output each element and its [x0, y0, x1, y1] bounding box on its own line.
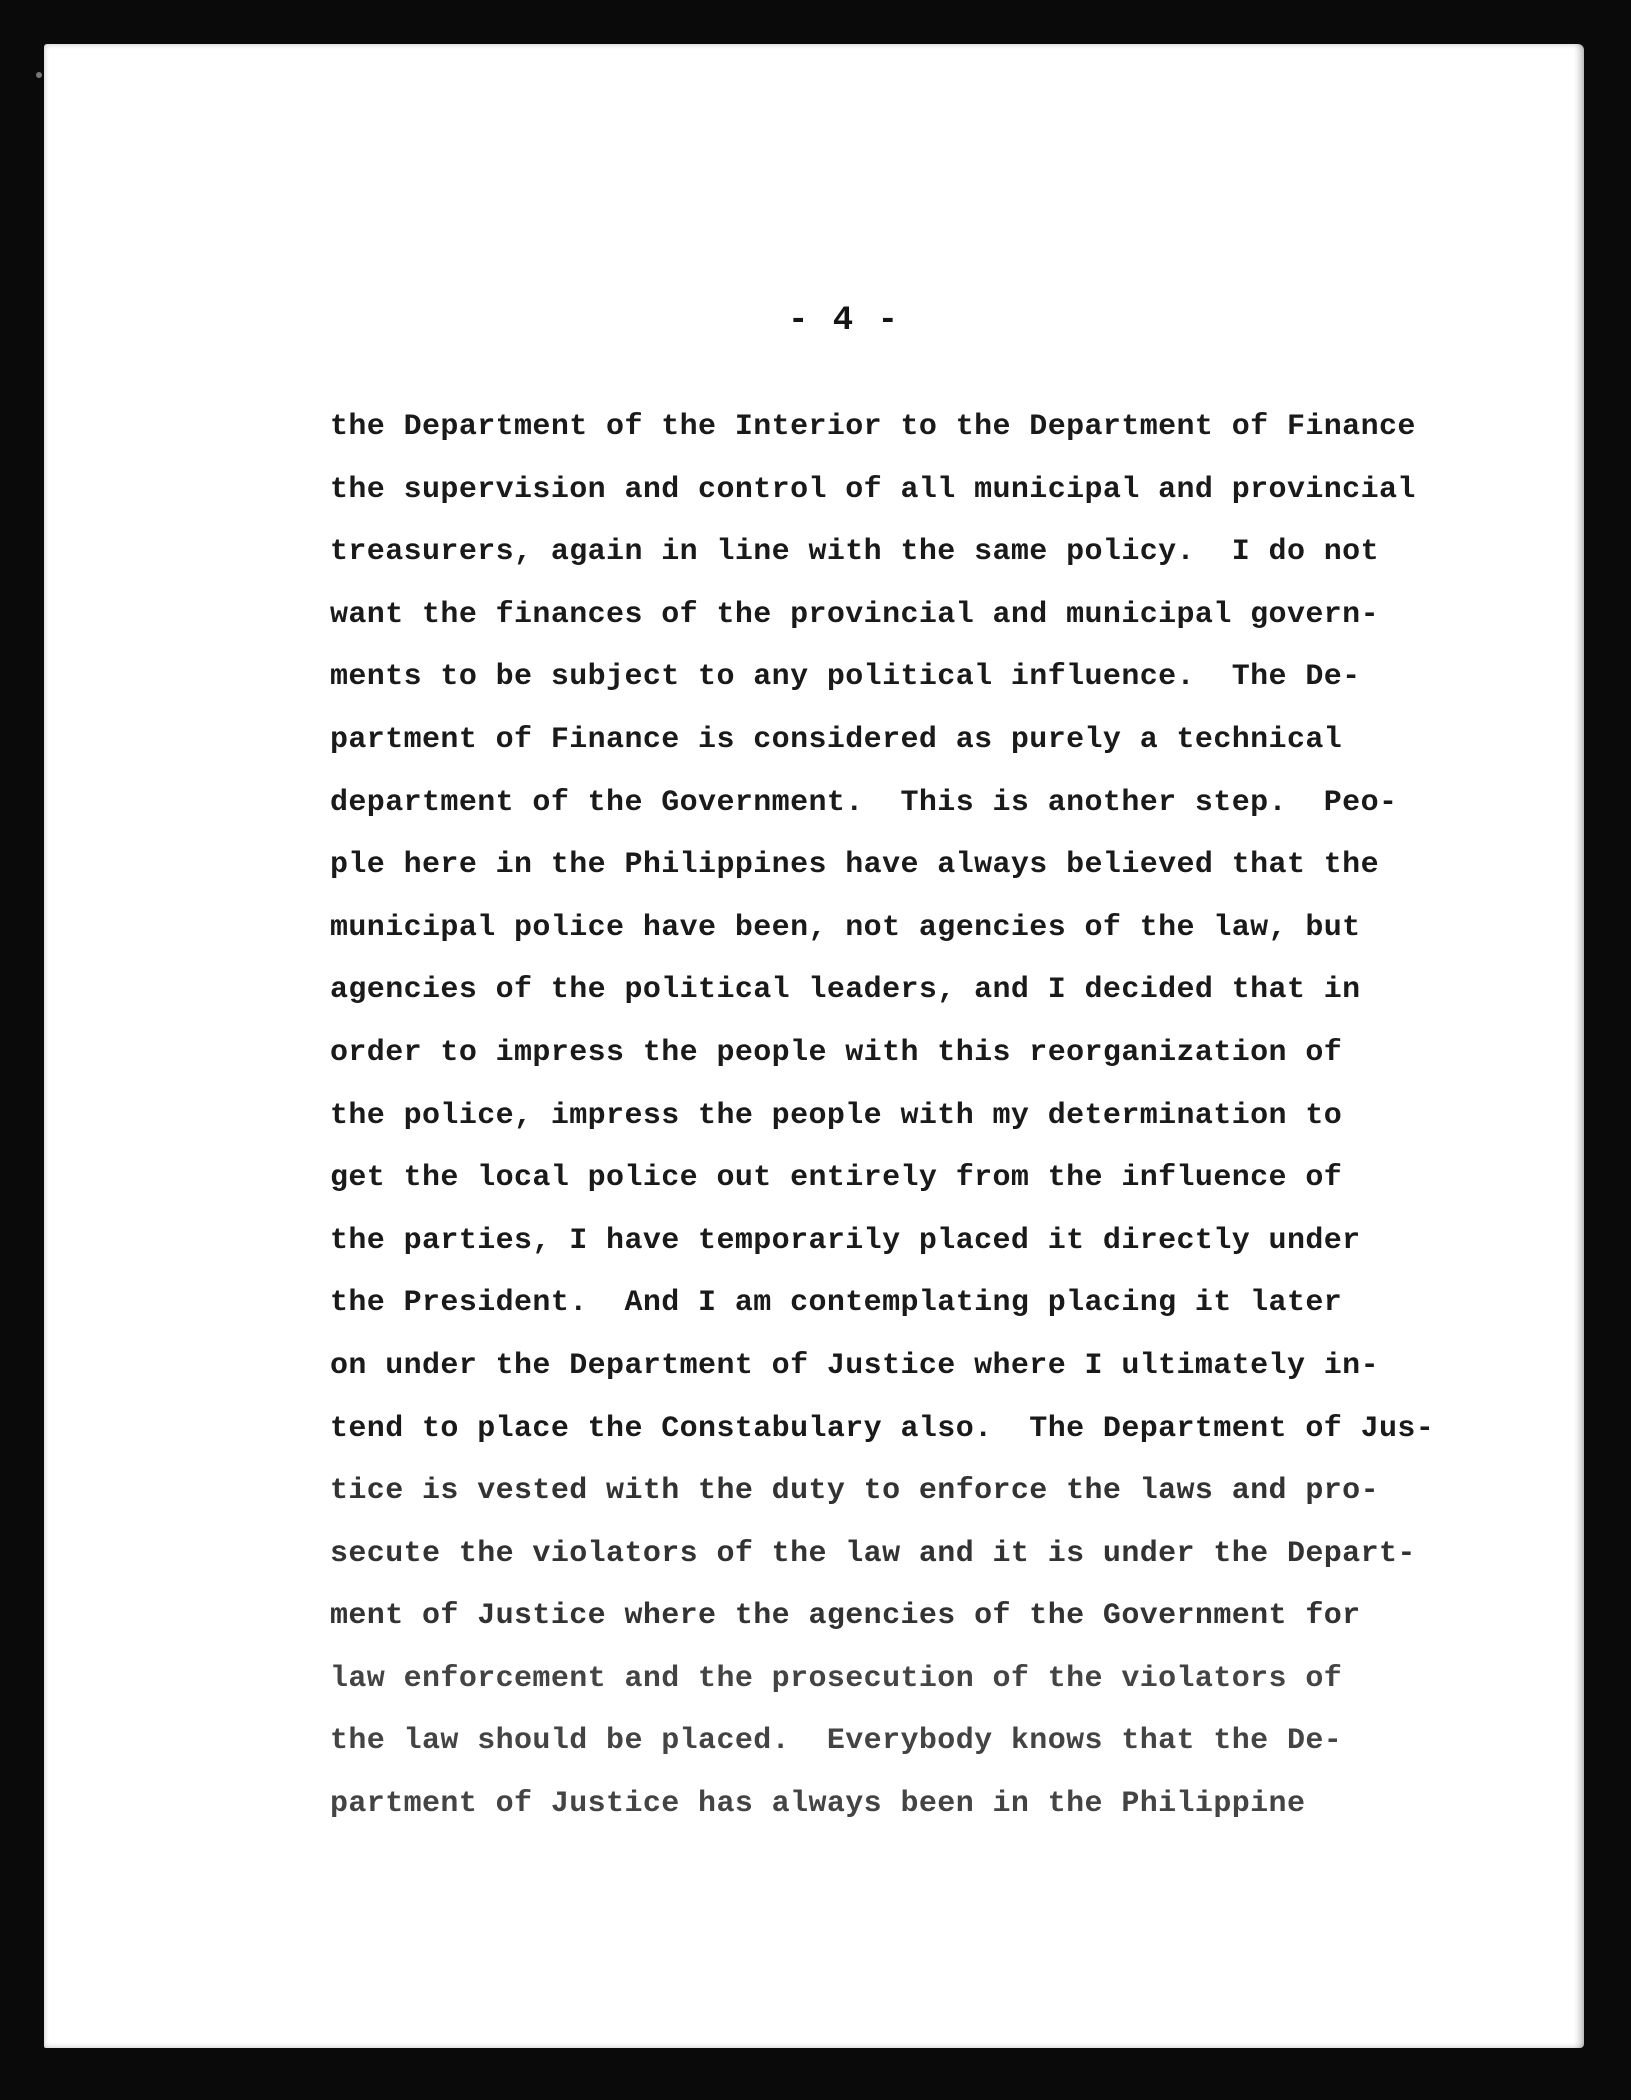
text-line: on under the Department of Justice where I ultimately in-	[330, 1348, 1379, 1383]
page-edge-shadow	[1574, 44, 1584, 2048]
text-line: tend to place the Constabulary also. The Department of Jus-	[330, 1411, 1435, 1446]
text-line: the supervision and control of all municipal and provincial	[330, 472, 1416, 507]
text-line: partment of Finance is considered as purely a technical	[330, 722, 1343, 757]
page-number: - 4 -	[787, 302, 901, 340]
text-line: treasurers, again in line with the same policy. I do not	[330, 535, 1379, 570]
text-line: agencies of the political leaders, and I decided that in	[330, 973, 1361, 1008]
text-line: get the local police out entirely from the influence of	[330, 1161, 1343, 1196]
text-line: order to impress the people with this reorganization of	[330, 1035, 1343, 1070]
document-page	[44, 44, 1584, 2048]
text-line: want the finances of the provincial and municipal govern-	[330, 597, 1379, 632]
text-line: department of the Government. This is another step. Peo-	[330, 785, 1398, 820]
text-line: the law should be placed. Everybody knows that the De-	[330, 1724, 1343, 1759]
text-line: the parties, I have temporarily placed it directly under	[330, 1223, 1361, 1258]
text-line: ments to be subject to any political influence. The De-	[330, 660, 1361, 695]
text-line: the police, impress the people with my determination to	[330, 1098, 1343, 1133]
body-text	[330, 396, 1530, 1836]
corner-mark	[36, 72, 42, 78]
text-line: the President. And I am contemplating placing it later	[330, 1286, 1343, 1321]
text-line: ment of Justice where the agencies of the Government for	[330, 1599, 1361, 1634]
text-line: partment of Justice has always been in the Philippine	[330, 1787, 1306, 1822]
text-line: secute the violators of the law and it is under the Depart-	[330, 1536, 1416, 1571]
text-line: municipal police have been, not agencies of the law, but	[330, 910, 1361, 945]
text-line: law enforcement and the prosecution of the violators of	[330, 1661, 1343, 1696]
text-line: tice is vested with the duty to enforce the laws and pro-	[330, 1474, 1379, 1509]
text-line: the Department of the Interior to the Department of Finance	[330, 410, 1416, 444]
text-line: ple here in the Philippines have always believed that the	[330, 848, 1379, 883]
